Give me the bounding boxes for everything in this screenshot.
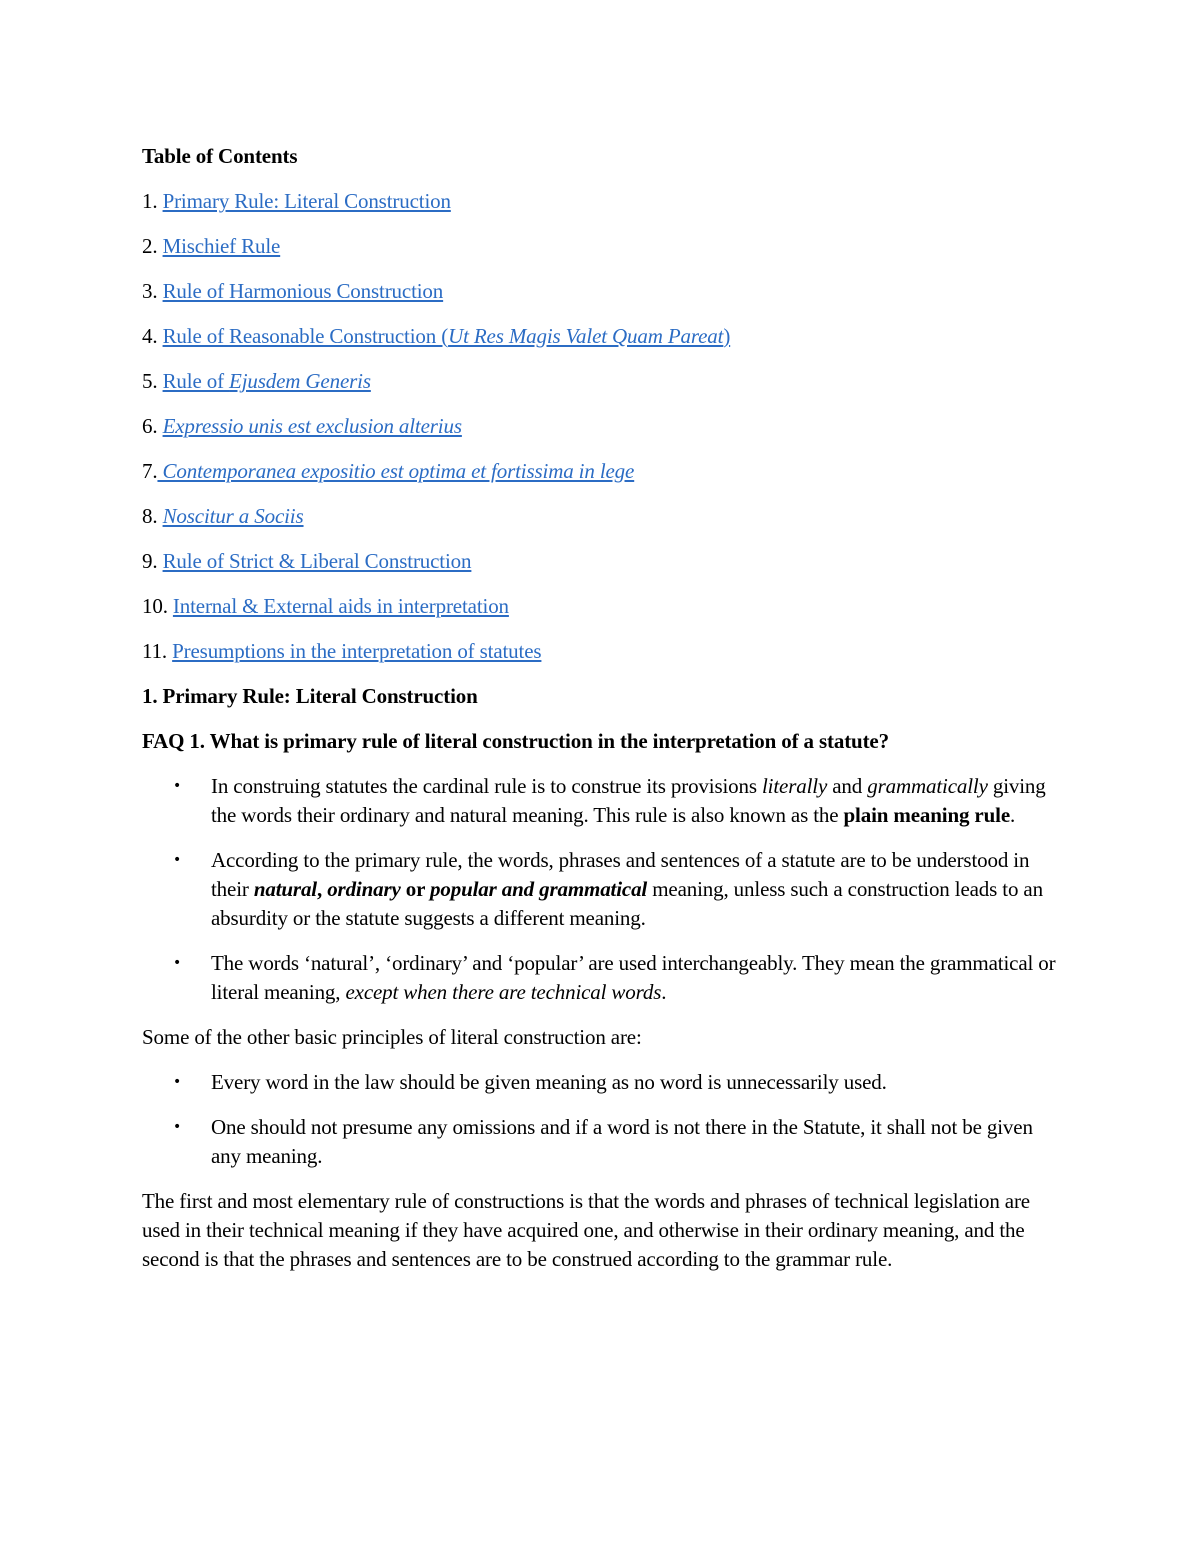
text-run: Rule of Reasonable Construction ( [162,324,449,348]
toc-item [142,457,1062,486]
text-run: According to the primary rule, the words, phrases and sentences of a statute are to be understood in their [211,848,1030,901]
toc-item-number: 6. [142,414,163,438]
text-run: natural [253,877,317,901]
toc-item-number: 10. [142,594,173,618]
principles-intro: Some of the other basic principles of literal construction are: [142,1025,642,1049]
faq-question: FAQ 1. What is primary rule of literal construction in the interpretation of a statute? [142,729,889,753]
toc-link[interactable] [163,189,451,213]
text-run: Rule of Harmonious Construction [162,279,444,303]
toc-link[interactable] [163,234,281,258]
bullet-icon: • [173,778,182,794]
text-run: literally [762,774,828,798]
text-run: except when there are technical words [345,980,662,1004]
toc-item [142,232,1062,261]
toc-link[interactable] [157,459,634,483]
bullet-item [142,1068,1062,1097]
text-run: In construing statutes the cardinal rule is to construe its provisions [211,774,762,798]
rule-bullet-list [142,772,1062,1007]
principles-bullet-list [142,1068,1062,1171]
section-heading: 1. Primary Rule: Literal Construction [142,684,478,708]
toc-link[interactable] [163,279,444,303]
toc-item-number: 7. [142,459,158,483]
toc-item-number: 1. [142,189,163,213]
toc-link[interactable] [172,639,541,663]
text-run: Internal & External aids in interpretation [172,594,509,618]
bullet-icon: • [173,1074,182,1090]
bullet-icon: • [173,955,182,971]
toc-item-number: 8. [142,504,163,528]
text-run: Mischief Rule [162,234,281,258]
toc-item [142,277,1062,306]
text-run: ordinary [327,877,401,901]
toc-link[interactable] [163,369,371,393]
toc-item-number: 5. [142,369,163,393]
bullet-item [142,846,1062,933]
text-run: plain meaning rule [843,803,1010,827]
text-run: Primary Rule: Literal Construction [162,189,451,213]
toc-link[interactable] [163,549,472,573]
text-run: Noscitur a Sociis [162,504,304,528]
toc-link[interactable] [163,414,462,438]
text-run: meaning, unless such a construction leads to an absurdity or the statute suggests a different meaning. [211,877,1043,930]
closing-paragraph: The first and most elementary rule of constructions is that the words and phrases of technical legislation are used in their technical meaning if they have acquired one, and otherwise in their ordinary meaning, and the second is that the phrases and sentences are to be construed according to the grammar rule. [142,1189,1030,1271]
text-run: . [661,980,667,1004]
toc-item [142,637,1062,666]
text-run: popular and grammatical [430,877,648,901]
text-run: Contemporanea expositio est optima et fortissima in lege [157,459,635,483]
toc-item-number: 9. [142,549,163,573]
text-run: Ejusdem Generis [229,369,371,393]
toc-item [142,322,1062,351]
text-run: or [400,877,431,901]
bullet-icon: • [173,1119,182,1135]
text-run: . [1010,803,1016,827]
toc-link[interactable] [173,594,509,618]
text-run: grammatically [867,774,988,798]
toc-item [142,367,1062,396]
text-run: Presumptions in the interpretation of statutes [172,639,542,663]
text-run: , [317,877,328,901]
text-run: The words ‘natural’, ‘ordinary’ and ‘popular’ are used interchangeably. They mean the grammatical or literal meaning, [211,951,1056,1004]
toc-list [142,187,1062,666]
toc-item-number: 3. [142,279,163,303]
text-run: Expressio unis est exclusion alterius [162,414,462,438]
bullet-item [142,949,1062,1007]
text-run: Ut Res Magis Valet Quam Pareat [448,324,724,348]
document-page [142,142,1062,1290]
bullet-item [142,1113,1062,1171]
toc-item [142,547,1062,576]
toc-link[interactable] [163,504,304,528]
toc-item [142,187,1062,216]
text-run: giving the words their ordinary and natural meaning. This rule is also known as the [211,774,1046,827]
bullet-icon: • [173,852,182,868]
text-run: and [827,774,868,798]
toc-item-number: 11. [142,639,173,663]
text-run: One should not presume any omissions and if a word is not there in the Statute, it shall not be given any meaning. [211,1115,1033,1168]
text-run: Rule of [162,369,230,393]
toc-item [142,592,1062,621]
toc-title: Table of Contents [142,144,298,168]
toc-item [142,412,1062,441]
text-run: Every word in the law should be given meaning as no word is unnecessarily used. [211,1070,887,1094]
toc-item-number: 2. [142,234,163,258]
toc-item-number: 4. [142,324,163,348]
text-run: Rule of Strict & Liberal Construction [162,549,472,573]
toc-item [142,502,1062,531]
bullet-item [142,772,1062,830]
toc-link[interactable] [163,324,731,348]
text-run: ) [723,324,731,348]
